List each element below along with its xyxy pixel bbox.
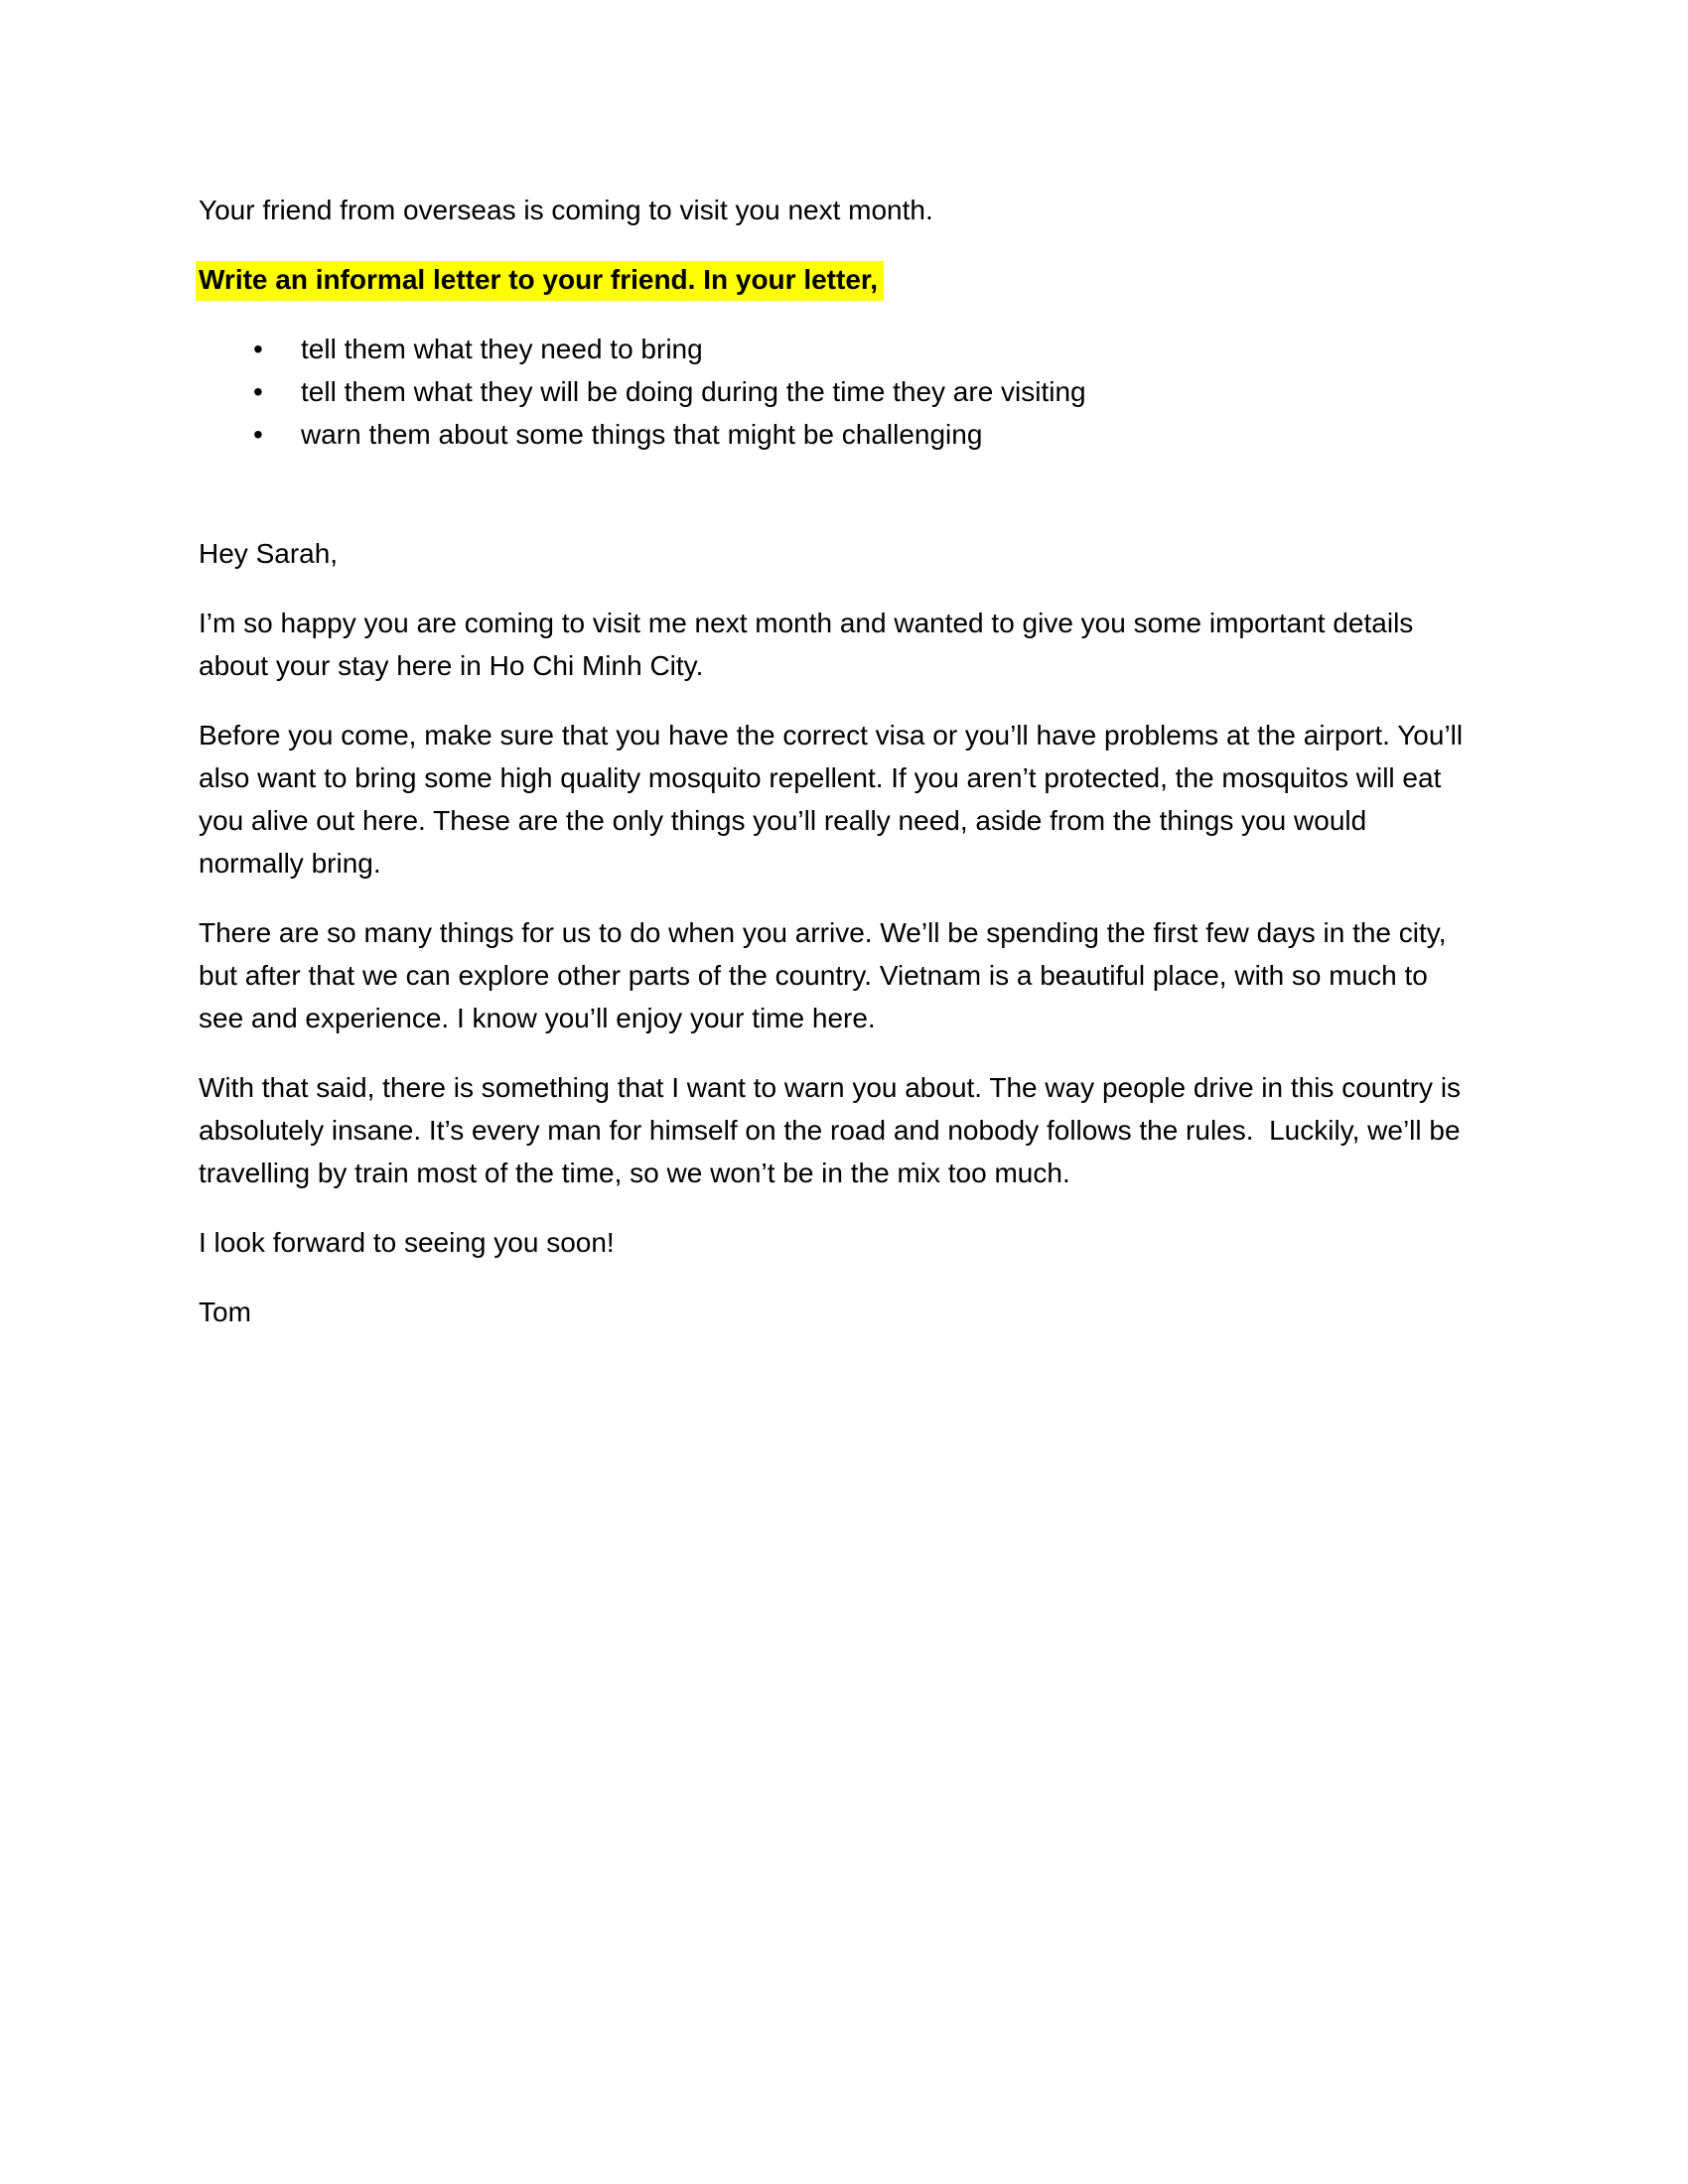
- bullet-icon: •: [253, 419, 263, 450]
- highlighted-instruction-text: Write an informal letter to your friend. In your letter,: [196, 261, 884, 301]
- bullet-item-text: warn them about some things that might be challenging: [301, 419, 983, 450]
- bullet-item: [253, 328, 1529, 370]
- letter-greeting: Hey Sarah,: [199, 538, 339, 569]
- bullet-icon: •: [253, 376, 263, 407]
- bullet-item-text: tell them what they need to bring: [301, 334, 703, 364]
- bullet-icon: •: [253, 334, 263, 364]
- letter-paragraph-activities: There are so many things for us to do when you arrive. We’ll be spending the first few days in the city, but after that we can explore other parts of the country. Vietnam is a beautiful place, with so much to see and experience. I know you’ll enjoy your time here.: [199, 917, 1447, 1033]
- letter-paragraph-warning: With that said, there is something that I want to warn you about. The way people drive in this country is absolutely insane. It’s every man for himself on the road and nobody follows the rules. Luckily, we’ll be travelling by train most of the time, so we won’t be in the mix too much.: [199, 1072, 1462, 1188]
- letter-signature: Tom: [199, 1297, 251, 1327]
- letter-paragraph-intro: I’m so happy you are coming to visit me next month and wanted to give you some important details about your stay here in Ho Chi Minh City.: [199, 608, 1414, 681]
- task-bullet-list: [199, 328, 1529, 456]
- bullet-item: [253, 370, 1529, 413]
- letter-paragraph-what-to-bring: Before you come, make sure that you have the correct visa or you’ll have problems at the airport. You’ll also want to bring some high quality mosquito repellent. If you aren’t protected, the mosquitos will eat you alive out here. These are the only things you’ll really need, aside from the things you would normally bring.: [199, 720, 1464, 879]
- task-instruction: [199, 258, 1529, 301]
- letter-closing: I look forward to seeing you soon!: [199, 1227, 615, 1258]
- task-intro: Your friend from overseas is coming to visit you next month.: [199, 195, 933, 225]
- bullet-item-text: tell them what they will be doing during the time they are visiting: [301, 376, 1086, 407]
- bullet-item: [253, 413, 1529, 456]
